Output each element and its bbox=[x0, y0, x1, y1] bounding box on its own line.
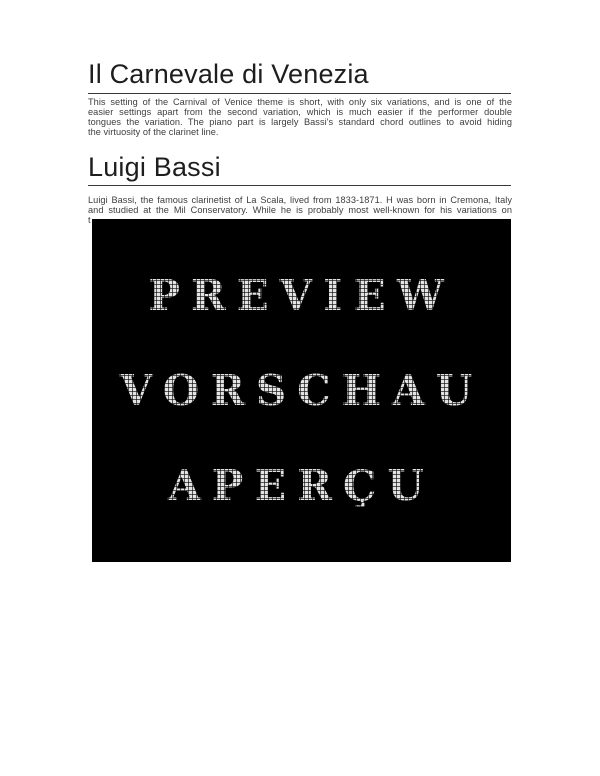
paragraph-line: and studied at the Mil Conservatory. While he is probably most well-known for his variations on bbox=[88, 205, 512, 216]
preview-watermark-overlay bbox=[92, 219, 511, 562]
paragraph-line: Luigi Bassi, the famous clarinetist of La Scala, lived from 1833-1871. H was born in Cremona, Italy bbox=[88, 195, 512, 205]
paragraph-line-fragment: t bbox=[88, 215, 91, 226]
intro-paragraph bbox=[88, 97, 512, 138]
section-rule bbox=[88, 185, 511, 186]
preview-word-german: VORSCHAU bbox=[92, 370, 511, 412]
section-title-luigi-bassi: Luigi Bassi bbox=[88, 152, 221, 182]
paragraph-line: the virtuosity of the clarinet line. bbox=[88, 127, 219, 138]
paragraph-line: tongues the variation. The piano part is largely Bassi's standard chord outlines to avoid hiding bbox=[88, 117, 512, 128]
paragraph-line: This setting of the Carnival of Venice theme is short, with only six variations, and is one of the bbox=[88, 97, 512, 107]
page-title: Il Carnevale di Venezia bbox=[88, 59, 369, 89]
preview-word-english: PREVIEW bbox=[92, 275, 511, 317]
preview-word-french: APERÇU bbox=[92, 465, 511, 507]
title-rule bbox=[88, 93, 511, 94]
paragraph-line: easier settings apart from the second variation, which is much easier if the performer double bbox=[88, 107, 512, 118]
